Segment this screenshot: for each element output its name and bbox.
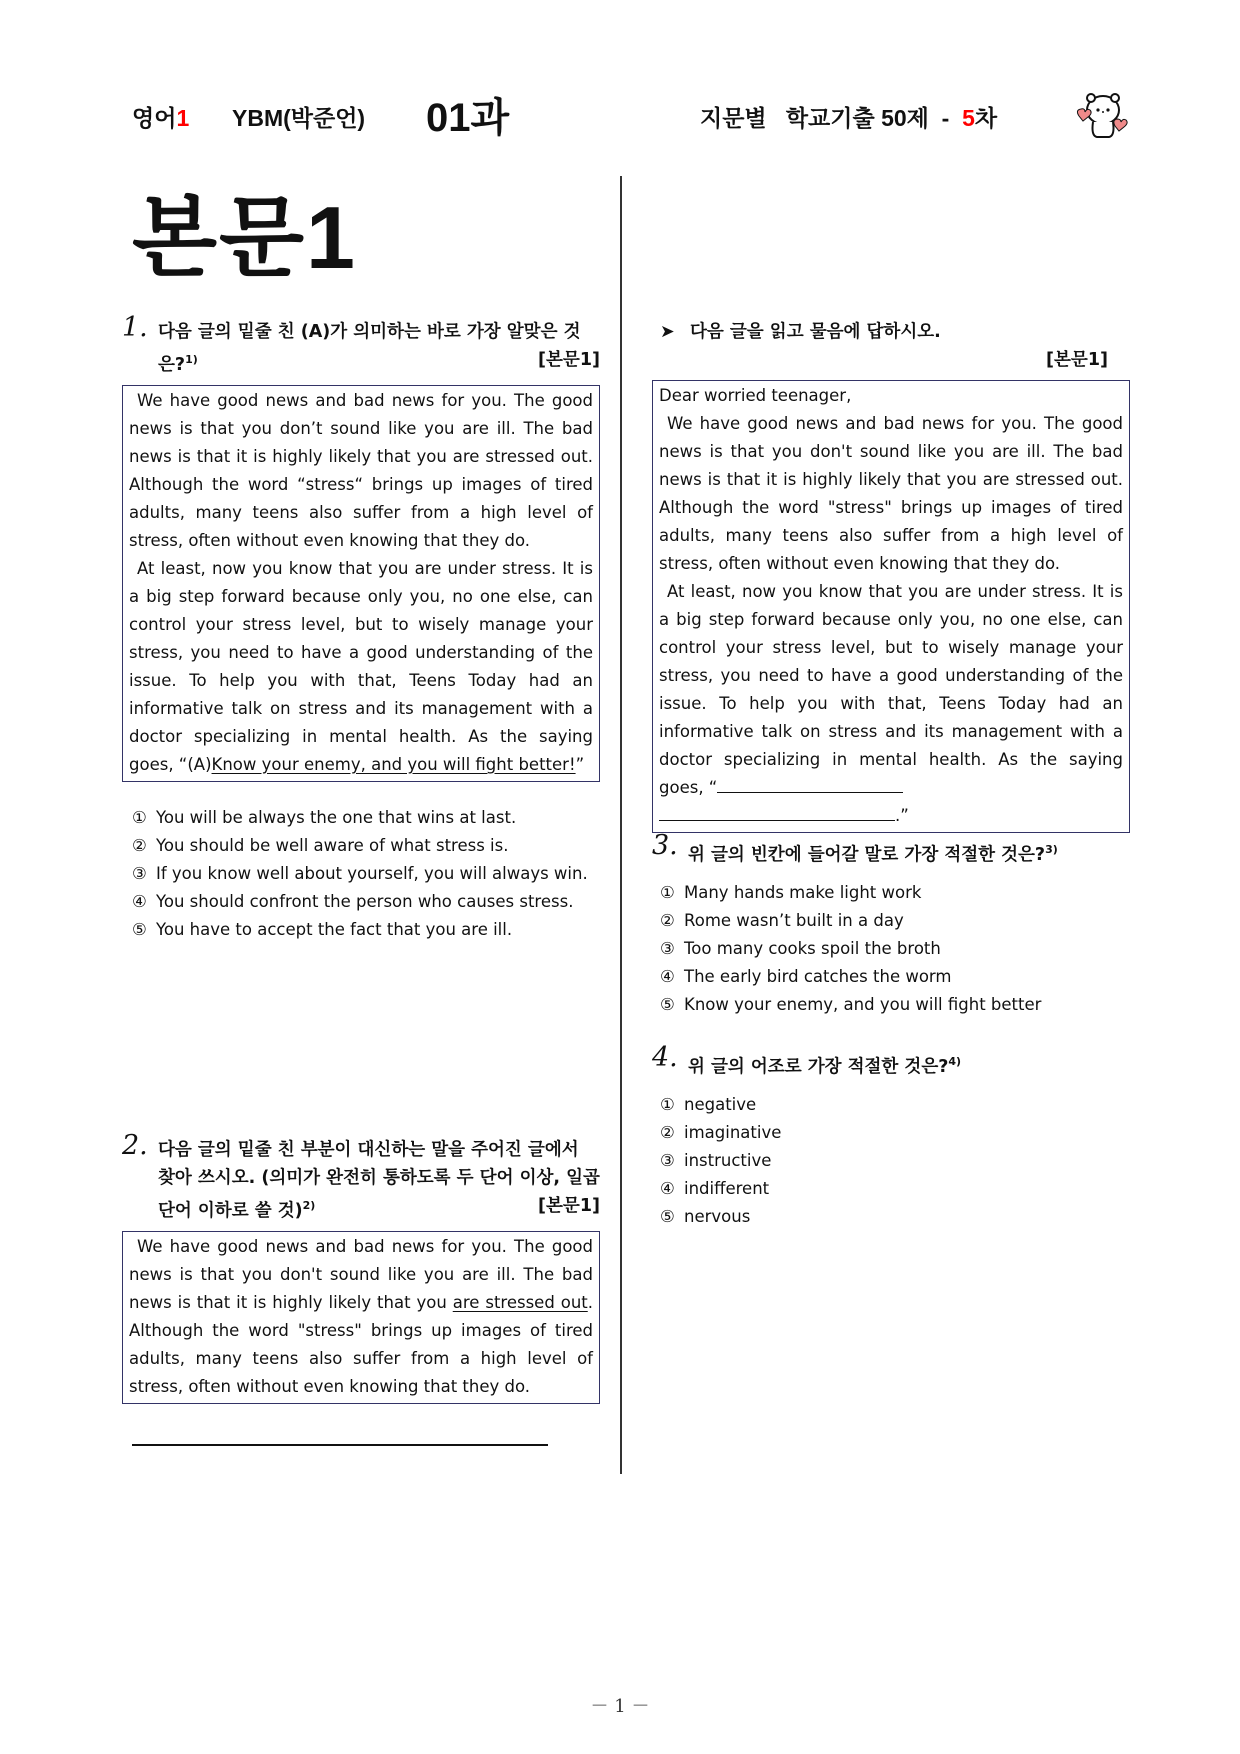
passage-paragraph: [129, 1233, 593, 1401]
subject-label: [132, 100, 189, 133]
choice-number: ④: [132, 891, 147, 911]
choice-1[interactable]: [132, 804, 600, 832]
choice-number: ④: [660, 1178, 675, 1198]
set-prefix: 지문별 학교기출 50제 -: [700, 105, 963, 131]
choice-2[interactable]: [660, 1119, 1130, 1147]
publisher-label: YBM(박준언): [232, 105, 366, 131]
column-divider: [620, 176, 622, 1474]
bear-with-hearts-icon: [1073, 86, 1133, 142]
passage-paragraph: We have good news and bad news for you. The good news is that you don't sound like you are ill. The bad news is that it is highly likely that you are stressed out. Although the word "stress" brings up images of tired adults, many teens also suffer from a high level of stress, often without even knowing that they do.: [659, 414, 1123, 573]
choice-text: imaginative: [684, 1122, 782, 1142]
passage-text: . Although the word "stress" brings up images of tired adults, many teens also suffer from a high level of stress, often without even knowing that they do.: [129, 1292, 593, 1396]
question-2: [122, 1130, 600, 1404]
choice-number: ⑤: [132, 919, 147, 939]
choice-text: instructive: [684, 1150, 772, 1170]
answer-blank-line[interactable]: [132, 1444, 548, 1446]
question-1: [122, 312, 600, 944]
passage-paragraph: We have good news and bad news for you. The good news is that you don’t sound like you are ill. The bad news is that it is highly likely that you are stressed out. Although the word “stress“ brings up images of tired adults, many teens also suffer from a high level of stress, often without even knowing that they do.: [129, 390, 593, 550]
arrow-bullet-icon: ➤: [660, 322, 675, 342]
choice-number: ②: [660, 910, 675, 930]
passage-box: [122, 1231, 600, 1404]
passage-paragraph: [129, 555, 593, 779]
question-3-prompt: [652, 830, 1130, 869]
question-1-prompt: [122, 312, 600, 379]
choice-text: negative: [684, 1094, 757, 1114]
choice-3[interactable]: [132, 860, 600, 888]
passage-text: We have good news and bad news for you. The good news is that you don't sound like you are ill. The bad news is that it is highly likely that you: [129, 1236, 593, 1312]
choice-text: nervous: [684, 1206, 751, 1226]
choice-number: ③: [660, 938, 675, 958]
fill-blank: [717, 774, 903, 793]
lesson-label: 01과: [426, 96, 510, 140]
choice-4[interactable]: [660, 963, 1130, 991]
choice-number: ①: [660, 1094, 675, 1114]
question-4-prompt: [652, 1042, 1130, 1081]
shared-passage-group: [652, 318, 1130, 833]
footnote-ref: 4): [948, 1055, 962, 1068]
question-4: [652, 1042, 1130, 1231]
question-number: 4.: [652, 1042, 678, 1073]
passage-text: At least, now you know that you are under stress. It is a big step forward because only you, no one else, can control your stress level, but to wisely manage your stress, you need to have a good understanding of the issue. To help you with that, Teens Today had an informative talk on stress and its management with a doctor specializing in mental health. As the saying goes, “: [659, 582, 1123, 797]
answer-choices: [652, 1091, 1130, 1231]
instruction: [652, 318, 1130, 346]
instruction-text: 다음 글을 읽고 물음에 답하시오.: [690, 322, 941, 342]
source-tag: [본문1]: [1046, 350, 1108, 370]
shared-passage-box: [652, 380, 1130, 833]
answer-choices: [652, 879, 1130, 1019]
choice-3[interactable]: [660, 935, 1130, 963]
choice-2[interactable]: [132, 832, 600, 860]
choice-1[interactable]: [660, 1091, 1130, 1119]
choice-text: Know your enemy, and you will fight better: [684, 994, 1042, 1014]
choice-number: ①: [132, 807, 147, 827]
choice-number: ⑤: [660, 994, 675, 1014]
choice-2[interactable]: [660, 907, 1130, 935]
passage-text: ”: [575, 754, 585, 774]
set-number: 5: [962, 105, 975, 131]
set-label: [700, 100, 997, 133]
choice-1[interactable]: [660, 879, 1130, 907]
source-tag: [본문1]: [538, 350, 600, 370]
choice-text: You have to accept the fact that you are ill.: [156, 919, 513, 939]
footnote-ref: 1): [185, 353, 198, 366]
choice-text: You should be well aware of what stress is.: [156, 835, 509, 855]
question-number: 2.: [122, 1130, 148, 1161]
footnote-ref: 3): [1045, 843, 1058, 856]
choice-4[interactable]: [132, 888, 600, 916]
fill-blank-continued: [659, 802, 895, 821]
choice-text: You should confront the person who causes stress.: [156, 891, 574, 911]
choice-number: ③: [132, 863, 147, 883]
section-title: 본문1: [132, 188, 357, 287]
subject-number: 1: [176, 105, 190, 131]
choice-text: Many hands make light work: [684, 882, 922, 902]
page-header: [0, 96, 1240, 140]
choice-number: ⑤: [660, 1206, 675, 1226]
source-tag: [본문1]: [538, 1196, 600, 1216]
passage-text: .”: [895, 806, 909, 825]
choice-5[interactable]: [660, 1203, 1130, 1231]
underlined-phrase-a: Know your enemy, and you will fight better!: [211, 754, 576, 774]
prompt-text: 위 글의 빈칸에 들어갈 말로 가장 적절한 것은?: [688, 844, 1046, 865]
choice-number: ①: [660, 882, 675, 902]
choice-5[interactable]: [132, 916, 600, 944]
page-number: － 1 －: [590, 1696, 650, 1717]
answer-choices: [122, 804, 600, 944]
set-suffix: 차: [974, 105, 998, 131]
question-number: 3.: [652, 830, 678, 861]
choice-text: You will be always the one that wins at last.: [156, 807, 517, 827]
subject-text: 영어: [132, 105, 177, 131]
choice-text: indifferent: [684, 1178, 770, 1198]
choice-number: ②: [660, 1122, 675, 1142]
choice-text: Too many cooks spoil the broth: [684, 938, 941, 958]
footnote-ref: 2): [302, 1199, 316, 1212]
choice-text: Rome wasn’t built in a day: [684, 910, 904, 930]
passage-text: At least, now you know that you are under stress. It is a big step forward because only you, no one else, can control your stress level, but to wisely manage your stress, you need to have a good understanding of the issue. To help you with that, Teens Today had an informative talk on stress and its management with a doctor specializing in mental health. As the saying goes, “(A): [129, 558, 593, 774]
choice-4[interactable]: [660, 1175, 1130, 1203]
choice-text: The early bird catches the worm: [684, 966, 952, 986]
choice-5[interactable]: [660, 991, 1130, 1019]
greeting: Dear worried teenager,: [659, 386, 852, 405]
underlined-phrase: are stressed out: [452, 1292, 588, 1312]
prompt-text: 위 글의 어조로 가장 적절한 것은?: [688, 1056, 949, 1077]
passage-box: [122, 385, 600, 782]
question-3: [652, 830, 1130, 1019]
choice-number: ②: [132, 835, 147, 855]
passage-paragraph: [659, 578, 1123, 830]
choice-text: If you know well about yourself, you will always win.: [156, 863, 588, 883]
prompt-text: 다음 글의 밑줄 친 (A)가 의미하는 바로 가장 알맞은 것은?: [158, 322, 581, 375]
question-number: 1.: [122, 312, 148, 343]
question-2-prompt: [122, 1130, 600, 1225]
choice-number: ④: [660, 966, 675, 986]
choice-3[interactable]: [660, 1147, 1130, 1175]
choice-number: ③: [660, 1150, 675, 1170]
prompt-text: 다음 글의 밑줄 친 부분이 대신하는 말을 주어진 글에서 찾아 쓰시오. (의미가 완전히 통하도록 두 단어 이상, 일곱 단어 이하로 쓸 것): [158, 1140, 600, 1221]
